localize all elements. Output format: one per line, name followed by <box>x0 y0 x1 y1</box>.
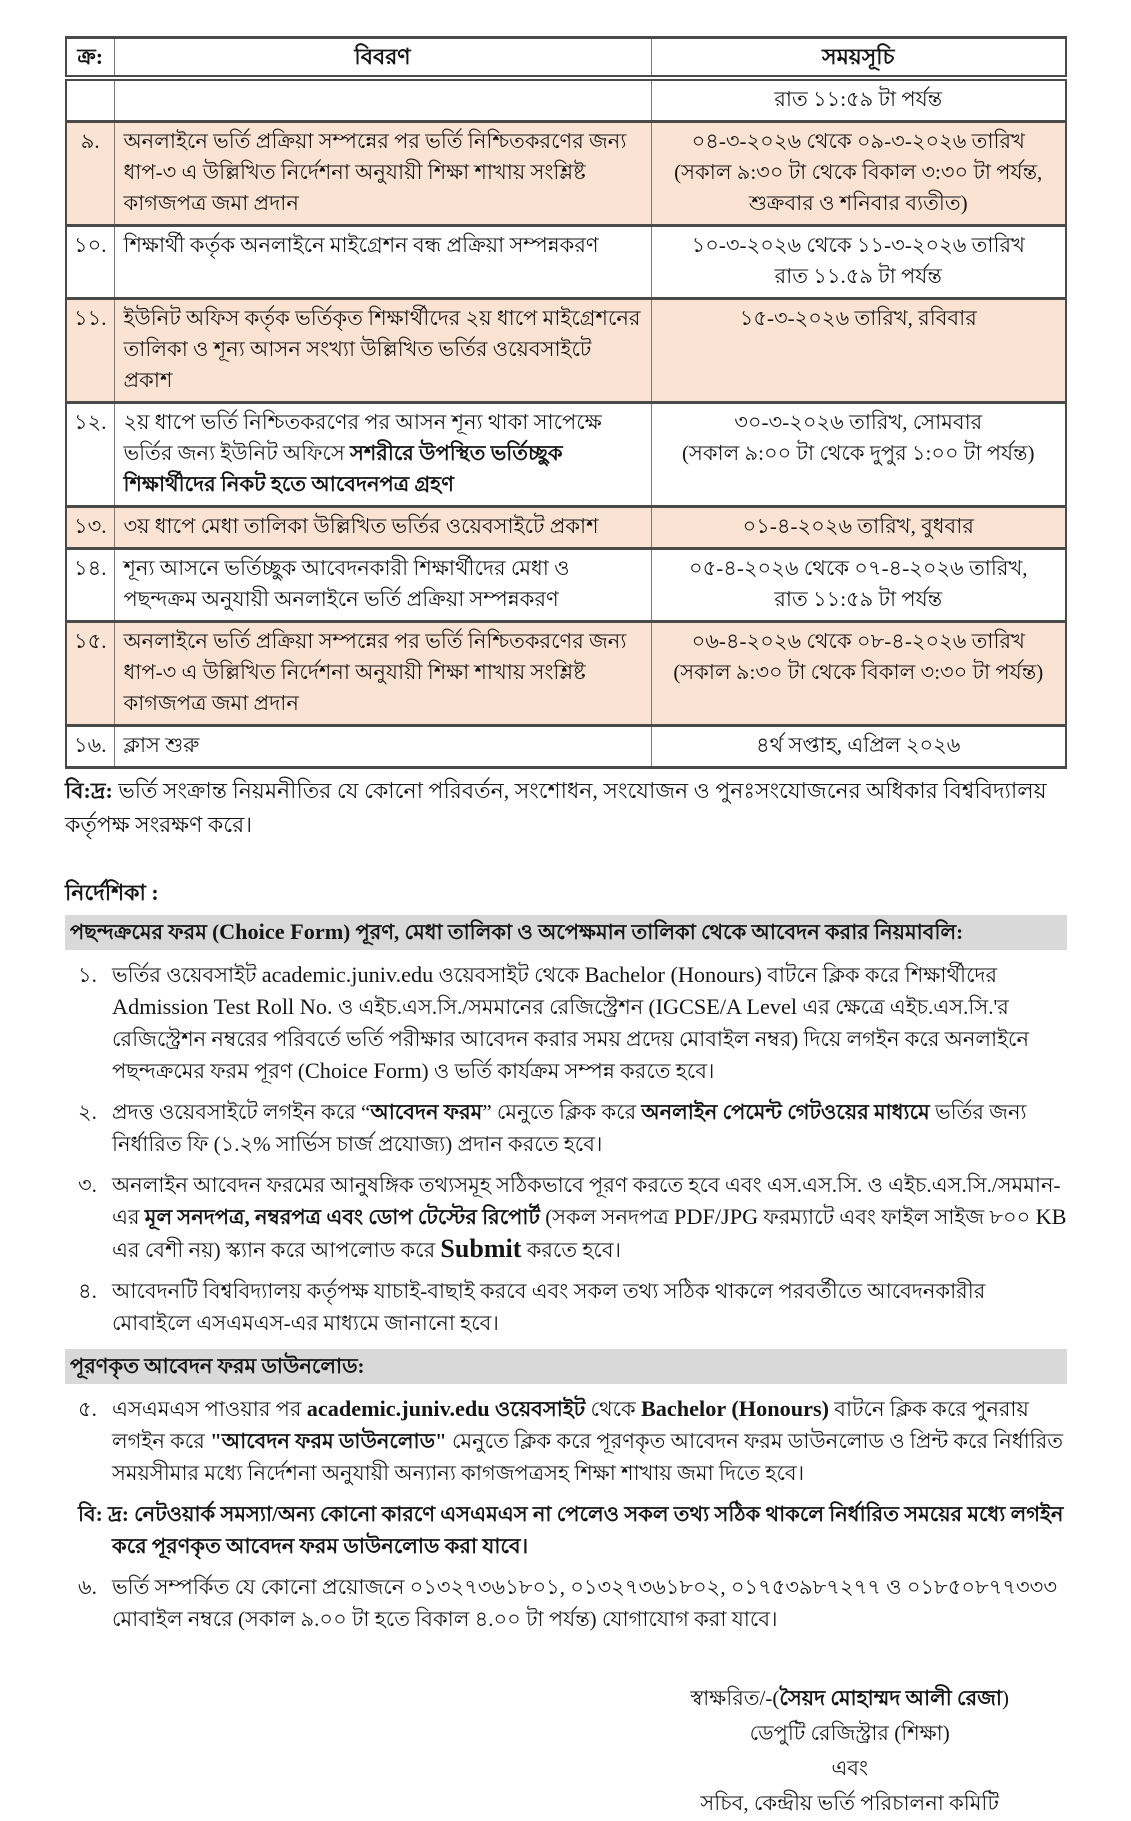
cell-schedule: ৩০-৩-২০২৬ তারিখ, সোমবার (সকাল ৯:০০ টা থেকে দুপুর ১:০০ টা পর্যন্ত) <box>651 403 1066 507</box>
cell-description: শূন্য আসনে ভর্তিচ্ছুক আবেদনকারী শিক্ষার্থীদের মেধা ও পছন্দক্রম অনুযায়ী অনলাইনে ভর্তি প্রক্রিয়া সম্পন্নকরণ <box>114 549 651 622</box>
cell-serial: ১৪. <box>66 549 114 622</box>
cell-serial: ৯. <box>66 122 114 226</box>
guidelines-heading: নির্দেশিকা : <box>65 880 159 905</box>
table-row <box>66 549 1066 622</box>
instruction-item-4 <box>65 1275 1067 1339</box>
cell-schedule: ৪র্থ সপ্তাহ, এপ্রিল ২০২৬ <box>651 726 1066 768</box>
table-row <box>66 226 1066 299</box>
cell-serial: ১৬. <box>66 726 114 768</box>
column-header-schedule: সময়সূচি <box>651 38 1066 79</box>
signature-block <box>690 1681 1009 1821</box>
item-number: ১. <box>78 963 97 987</box>
item-number: ৬. <box>78 1575 97 1599</box>
cell-schedule: ০৫-৪-২০২৬ থেকে ০৭-৪-২০২৬ তারিখ, রাত ১১:৫৯ টা পর্যন্ত <box>651 549 1066 622</box>
cell-serial <box>66 78 114 122</box>
table-row <box>66 122 1066 226</box>
table-row <box>66 507 1066 549</box>
instruction-item-3 <box>65 1169 1067 1266</box>
item-text: এসএমএস পাওয়ার পর academic.juniv.edu ওয়েবসাইট থেকে Bachelor (Honours) বাটনে ক্লিক করে পুনরায় লগইন করে "আবেদন ফরম ডাউনলোড" মেনুতে ক্লিক করে পূরণকৃত আবেদন ফরম ডাউনলোড ও প্রিন্ট করে নির্ধারিত সময়সীমার মধ্যে নির্দেশনা অনুযায়ী অন্যান্য কাগজপত্রসহ শিক্ষা শাখায় জমা দিতে হবে। <box>112 1396 1064 1485</box>
cell-serial: ১৫. <box>66 622 114 726</box>
cell-description: শিক্ষার্থী কর্তৃক অনলাইনে মাইগ্রেশন বন্ধ প্রক্রিয়া সম্পন্নকরণ <box>114 226 651 299</box>
instruction-item-6 <box>65 1571 1067 1635</box>
cell-description: ইউনিট অফিস কর্তৃক ভর্তিকৃত শিক্ষার্থীদের ২য় ধাপে মাইগ্রেশনের তালিকা ও শূন্য আসন সংখ্যা উল্লিখিত ভর্তির ওয়েবসাইটে প্রকাশ <box>114 299 651 403</box>
cell-schedule: ০১-৪-২০২৬ তারিখ, বুধবার <box>651 507 1066 549</box>
cell-description: ২য় ধাপে ভর্তি নিশ্চিতকরণের পর আসন শূন্য থাকা সাপেক্ষে ভর্তির জন্য ইউনিট অফিসে সশরীরে উপস্থিত ভর্তিচ্ছুক শিক্ষার্থীদের নিকট হতে আবেদনপত্র গ্রহণ <box>114 403 651 507</box>
signature-line-signed: স্বাক্ষরিত/-(সৈয়দ মোহাম্মদ আলী রেজা) <box>690 1686 1009 1710</box>
cell-schedule: ১০-৩-২০২৬ থেকে ১১-৩-২০২৬ তারিখ রাত ১১.৫৯ টা পর্যন্ত <box>651 226 1066 299</box>
column-header-description: বিবরণ <box>114 38 651 79</box>
cell-description: ক্লাস শুরু <box>114 726 651 768</box>
network-issue-note: বি: দ্র: নেটওয়ার্ক সমস্যা/অন্য কোনো কারণে এসএমএস না পেলেও সকল তথ্য সঠিক থাকলে নির্ধারিত সময়ের মধ্যে লগইন করে পূরণকৃত আবেদন ফরম ডাউনলোড করা যাবে। <box>78 1502 1064 1558</box>
cell-schedule: রাত ১১:৫৯ টা পর্যন্ত <box>651 78 1066 122</box>
table-row <box>66 726 1066 768</box>
item-number: ৪. <box>78 1279 97 1303</box>
table-row <box>66 403 1066 507</box>
cell-serial: ১০. <box>66 226 114 299</box>
table-row <box>66 299 1066 403</box>
cell-description: ৩য় ধাপে মেধা তালিকা উল্লিখিত ভর্তির ওয়েবসাইটে প্রকাশ <box>114 507 651 549</box>
section-title-choice-form: পছন্দক্রমের ফরম (Choice Form) পূরণ, মেধা তালিকা ও অপেক্ষমান তালিকা থেকে আবেদন করার নিয়মাবলি: <box>65 915 1067 950</box>
instruction-item-2 <box>65 1096 1067 1160</box>
instruction-item-5 <box>65 1393 1067 1489</box>
signature-line-and: এবং <box>831 1756 869 1780</box>
signature-line-designation: ডেপুটি রেজিস্ট্রার (শিক্ষা) <box>749 1721 950 1745</box>
item-text: অনলাইন আবেদন ফরমের আনুষঙ্গিক তথ্যসমূহ সঠিকভাবে পূরণ করতে হবে এবং এস.এস.সি. ও এইচ.এস.সি./সমমান-এর মূল সনদপত্র, নম্বরপত্র এবং ডোপ টেস্টের রিপোর্ট (সকল সনদপত্র PDF/JPG ফরম্যাটে এবং ফাইল সাইজ ৮০০ KB এর বেশী নয়) স্ক্যান করে আপলোড করে Submit করতে হবে। <box>112 1173 1067 1263</box>
cell-schedule: ০৪-৩-২০২৬ থেকে ০৯-৩-২০২৬ তারিখ (সকাল ৯:৩০ টা থেকে বিকাল ৩:৩০ টা পর্যন্ত, শুক্রবার ও শনিবার ব্যতীত) <box>651 122 1066 226</box>
instruction-item-1 <box>65 959 1067 1087</box>
item-number: ২. <box>78 1100 97 1124</box>
cell-description: অনলাইনে ভর্তি প্রক্রিয়া সম্পন্নের পর ভর্তি নিশ্চিতকরণের জন্য ধাপ-৩ এ উল্লিখিত নির্দেশনা অনুযায়ী শিক্ষা শাখায় সংশ্লিষ্ট কাগজপত্র জমা প্রদান <box>114 622 651 726</box>
cell-schedule: ১৫-৩-২০২৬ তারিখ, রবিবার <box>651 299 1066 403</box>
column-header-serial: ক্র: <box>66 38 114 79</box>
item-number: ৫. <box>78 1397 97 1421</box>
cell-serial: ১১. <box>66 299 114 403</box>
admission-schedule-table <box>65 36 1067 769</box>
cell-serial: ১৩. <box>66 507 114 549</box>
item-text: প্রদত্ত ওয়েবসাইটে লগইন করে “আবেদন ফরম” মেনুতে ক্লিক করে অনলাইন পেমেন্ট গেটওয়ের মাধ্যমে ভর্তির জন্য নির্ধারিত ফি (১.২% সার্ভিস চার্জ প্রযোজ্য) প্রদান করতে হবে। <box>112 1100 1027 1156</box>
cell-schedule: ০৬-৪-২০২৬ থেকে ০৮-৪-২০২৬ তারিখ (সকাল ৯:৩০ টা থেকে বিকাল ৩:৩০ টা পর্যন্ত) <box>651 622 1066 726</box>
cell-serial: ১২. <box>66 403 114 507</box>
table-header-row <box>66 38 1066 79</box>
item-text: ভর্তি সম্পর্কিত যে কোনো প্রয়োজনে ০১৩২৭৩৬১৮০১, ০১৩২৭৩৬১৮০২, ০১৭৫৩৯৮৭২৭৭ ও ০১৮৫০৮৭৭৩৩৩ মোবাইল নম্বরে (সকাল ৯.০০ টা হতে বিকাল ৪.০০ টা পর্যন্ত) যোগাযোগ করা যাবে। <box>112 1575 1057 1631</box>
signature-line-committee: সচিব, কেন্দ্রীয় ভর্তি পরিচালনা কমিটি <box>700 1791 999 1815</box>
cell-description <box>114 78 651 122</box>
section-title-form-download: পূরণকৃত আবেদন ফরম ডাউনলোড: <box>65 1349 1067 1384</box>
cell-description: অনলাইনে ভর্তি প্রক্রিয়া সম্পন্নের পর ভর্তি নিশ্চিতকরণের জন্য ধাপ-৩ এ উল্লিখিত নির্দেশনা অনুযায়ী শিক্ষা শাখায় সংশ্লিষ্ট কাগজপত্র জমা প্রদান <box>114 122 651 226</box>
item-text: আবেদনটি বিশ্ববিদ্যালয় কর্তৃপক্ষ যাচাই-বাছাই করবে এবং সকল তথ্য সঠিক থাকলে পরবর্তীতে আবেদনকারীর মোবাইলে এসএমএস-এর মাধ্যমে জানানো হবে। <box>112 1279 986 1335</box>
table-row <box>66 78 1066 122</box>
post-table-note: বি:দ্র: ভর্তি সংক্রান্ত নিয়মনীতির যে কোনো পরিবর্তন, সংশোধন, সংযোজন ও পুনঃসংযোজনের অধিকার বিশ্ববিদ্যালয় কর্তৃপক্ষ সংরক্ষণ করে। <box>65 778 1047 837</box>
table-row <box>66 622 1066 726</box>
item-text: ভর্তির ওয়েবসাইট academic.juniv.edu ওয়েবসাইট থেকে Bachelor (Honours) বাটনে ক্লিক করে শিক্ষার্থীদের Admission Test Roll No. ও এইচ.এস.সি./সমমানের রেজিস্ট্রেশন (IGCSE/A Level এর ক্ষেত্রে এইচ.এস.সি.'র রেজিস্ট্রেশন নম্বরের পরিবর্তে ভর্তি পরীক্ষার আবেদন করার সময় প্রদেয় মোবাইল নম্বর) দিয়ে লগইন করে অনলাইনে পছন্দক্রমের ফরম পূরণ (Choice Form) ও ভর্তি কার্যক্রম সম্পন্ন করতে হবে। <box>112 962 1030 1083</box>
item-number: ৩. <box>78 1173 97 1197</box>
